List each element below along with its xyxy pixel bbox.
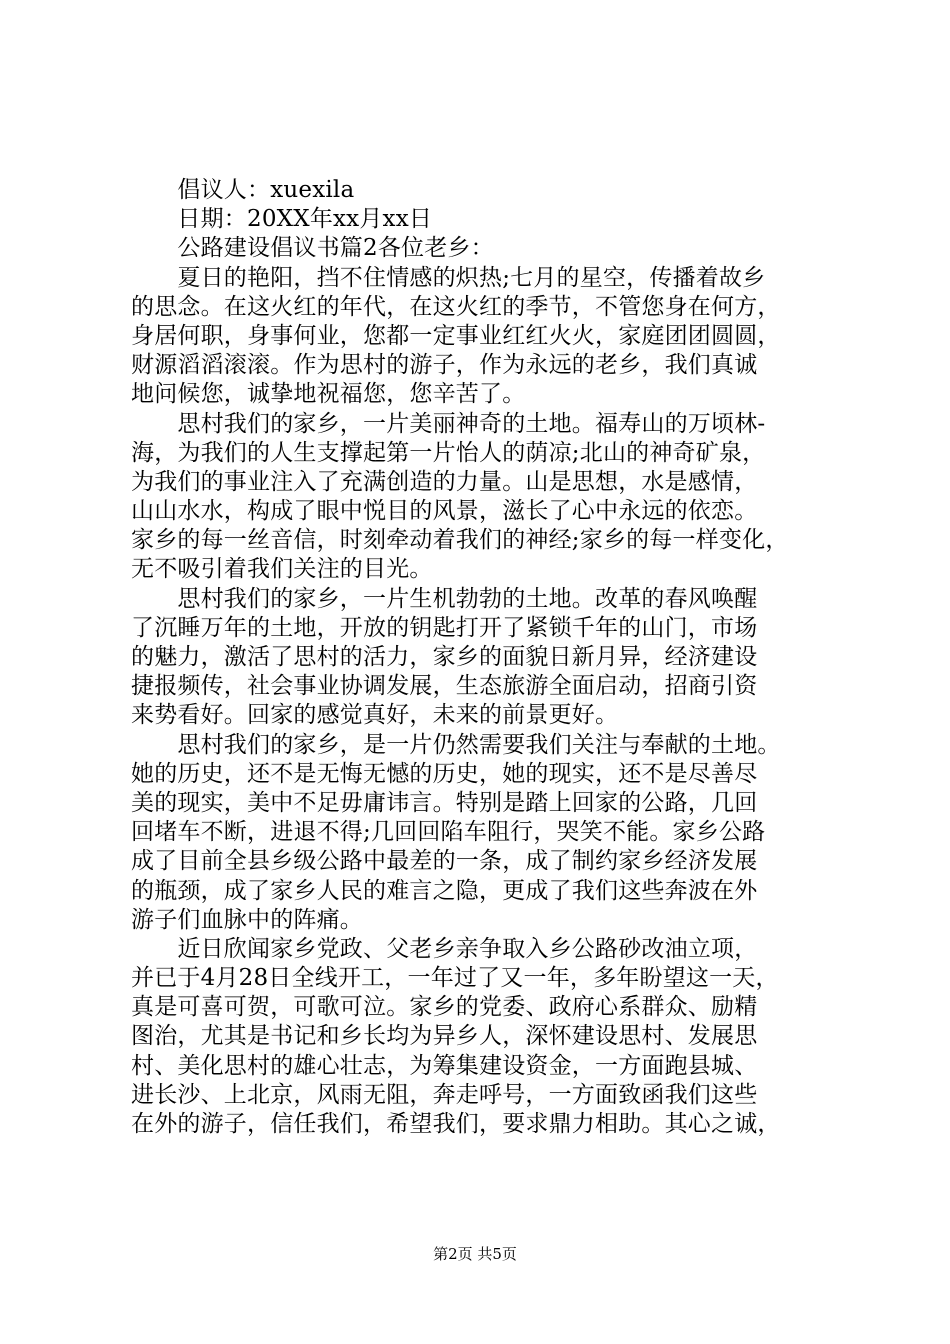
- text-line: 的瓶颈，成了家乡人民的难言之隐，更成了我们这些奔波在外: [131, 877, 758, 904]
- text-line: 为我们的事业注入了充满创造的力量。山是思想，水是感情，: [131, 468, 758, 495]
- page-number-footer: 第2页 共5页: [433, 1245, 517, 1263]
- text-line: 美的现实，美中不足毋庸讳言。特别是踏上回家的公路，几回: [131, 789, 758, 816]
- text-line: 地问候您，诚挚地祝福您，您辛苦了。: [131, 381, 526, 408]
- text-line: 身居何职，身事何业，您都一定事业红红火火，家庭团团圆圆，: [131, 322, 781, 349]
- text-line: 进长沙、上北京，风雨无阻，奔走呼号，一方面致函我们这些: [131, 1081, 758, 1108]
- text-line: 的魅力，激活了思村的活力，家乡的面貌日新月异，经济建设: [131, 644, 758, 670]
- text-line: 山山水水，构成了眼中悦目的风景，滋长了心中永远的依恋。: [131, 498, 758, 525]
- text-line: 倡议人：xuexila: [131, 177, 355, 203]
- text-line: 无不吸引着我们关注的目光。: [131, 556, 433, 583]
- text-line: 近日欣闻家乡党政、父老乡亲争取入乡公路砂改油立项，: [131, 935, 758, 962]
- document-body: [131, 176, 831, 1139]
- text-line: 村、美化思村的雄心壮志，为筹集建设资金，一方面跑县城、: [131, 1052, 758, 1079]
- text-line: 并已于4月28日全线开工，一年过了又一年，多年盼望这一天，: [131, 965, 779, 992]
- text-line: 夏日的艳阳，挡不住情感的炽热;七月的星空，传播着故乡: [131, 264, 766, 291]
- text-line: 了沉睡万年的土地，开放的钥匙打开了紧锁千年的山门，市场: [131, 614, 758, 641]
- text-line: 来势看好。回家的感觉真好，未来的前景更好。: [131, 702, 619, 729]
- text-line: 捷报频传，社会事业协调发展，生态旅游全面启动，招商引资: [131, 673, 758, 700]
- text-line: 真是可喜可贺，可歌可泣。家乡的党委、政府心系群众、励精: [131, 994, 758, 1021]
- text-line: 回堵车不断，进退不得;几回回陷车阻行，哭笑不能。家乡公路: [131, 819, 766, 846]
- text-line: 她的历史，还不是无悔无憾的历史，她的现实，还不是尽善尽: [131, 760, 758, 787]
- text-line: 游子们血脉中的阵痛。: [131, 906, 363, 933]
- text-line: 财源滔滔滚滚。作为思村的游子，作为永远的老乡，我们真诚: [131, 352, 758, 379]
- text-line: 海，为我们的人生支撑起第一片怡人的荫凉;北山的神奇矿泉，: [131, 439, 766, 466]
- text-line: 在外的游子，信任我们，希望我们，要求鼎力相助。其心之诚，: [131, 1111, 781, 1137]
- text-line: 思村我们的家乡，是一片仍然需要我们关注与奉献的土地。: [131, 731, 781, 758]
- text-line: 思村我们的家乡，一片生机勃勃的土地。改革的春风唤醒: [131, 585, 758, 612]
- text-line: 日期：20XX年xx月xx日: [131, 206, 433, 233]
- text-line: 思村我们的家乡，一片美丽神奇的土地。福寿山的万顷林-: [131, 410, 766, 437]
- text-line: 的思念。在这火红的年代，在这火红的季节，不管您身在何方，: [131, 293, 781, 320]
- text-line: 成了目前全县乡级公路中最差的一条，成了制约家乡经济发展: [131, 848, 758, 875]
- text-line: 家乡的每一丝音信，时刻牵动着我们的神经;家乡的每一样变化，: [131, 527, 789, 554]
- text-line: 公路建设倡议书篇2各位老乡：: [131, 235, 494, 262]
- text-line: 图治，尤其是书记和乡长均为异乡人，深怀建设思村、发展思: [131, 1023, 758, 1050]
